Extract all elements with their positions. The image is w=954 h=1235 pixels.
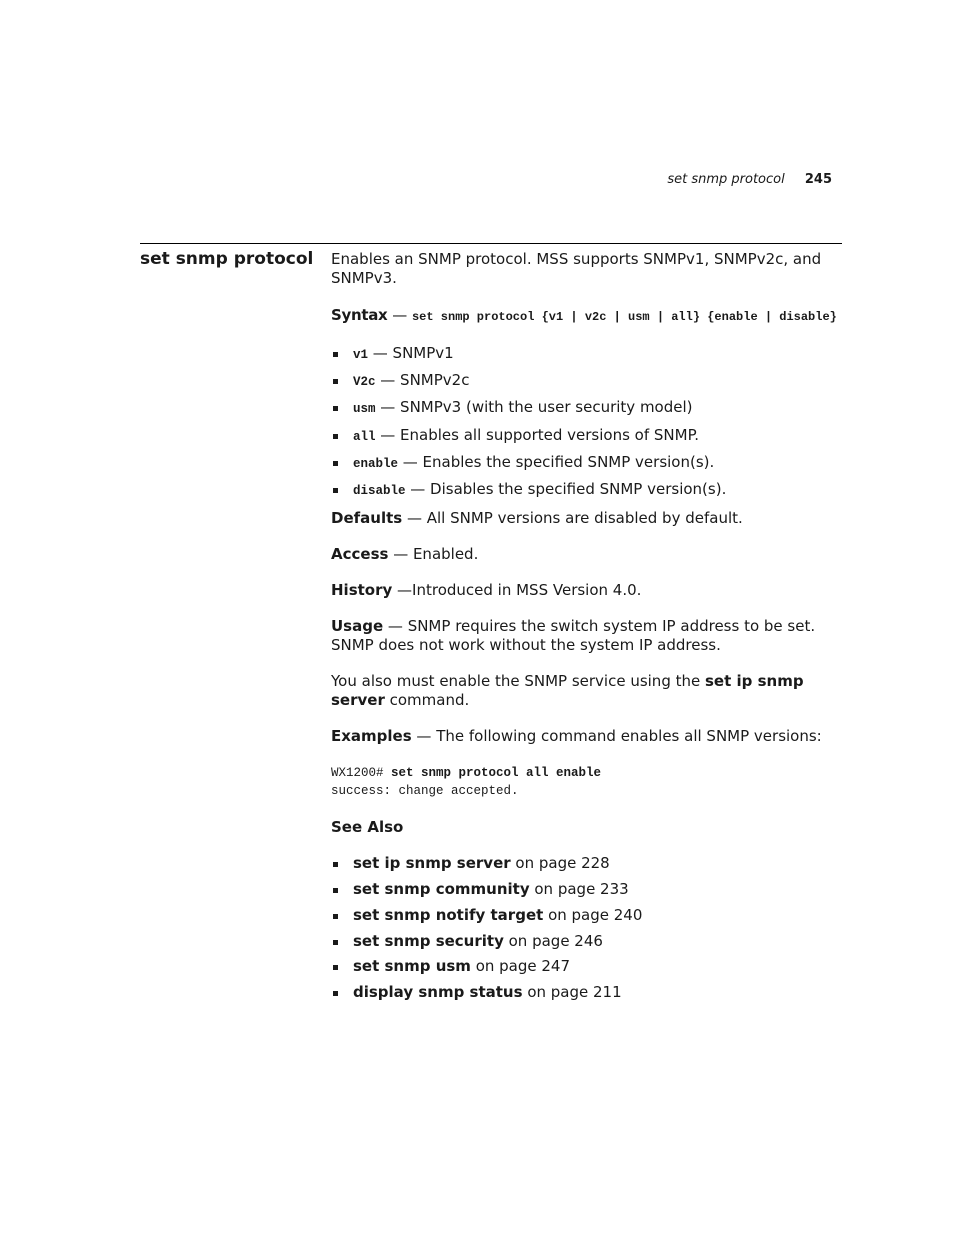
section-body [331, 250, 843, 1009]
see-also-list [331, 854, 843, 1009]
see-also-link[interactable]: set ip snmp server [353, 854, 511, 873]
syntax-command: set snmp protocol {v1 | v2c | usm | all} {enable | disable} [411, 310, 837, 324]
see-also-link[interactable]: set snmp security [353, 931, 504, 950]
syntax-label: Syntax [331, 306, 388, 324]
parameter-item [331, 371, 843, 398]
parameter-name: V2c [353, 375, 376, 390]
parameter-name: enable [353, 456, 399, 471]
section-rule [140, 243, 842, 244]
parameter-item [331, 453, 843, 480]
see-also-link[interactable]: set snmp community [353, 879, 530, 898]
see-also-page-ref: on page 211 [522, 983, 622, 1002]
see-also-item[interactable] [331, 854, 843, 880]
parameter-name: all [353, 429, 376, 444]
examples-label: Examples [331, 727, 412, 746]
parameter-item [331, 480, 843, 507]
access-text: — Enabled. [388, 545, 479, 564]
parameter-name: disable [353, 483, 406, 498]
see-also-item[interactable] [331, 932, 843, 958]
parameter-item [331, 344, 843, 371]
running-head-title: set snmp protocol [667, 172, 785, 187]
see-also-page-ref: on page 240 [543, 905, 643, 924]
history-paragraph [331, 581, 843, 600]
examples-paragraph [331, 727, 843, 746]
parameter-description: — Enables the specified SNMP version(s). [398, 452, 715, 471]
see-also-page-ref: on page 228 [510, 854, 610, 873]
code-prompt: WX1200# [331, 766, 392, 781]
see-also-item[interactable] [331, 983, 843, 1009]
usage-label: Usage [331, 617, 384, 636]
defaults-label: Defaults [331, 509, 403, 528]
see-also-item[interactable] [331, 880, 843, 906]
parameter-description: — SNMPv2c [375, 371, 470, 390]
running-head [667, 172, 832, 187]
intro-paragraph: Enables an SNMP protocol. MSS supports SNMPv1, SNMPv2c, and SNMPv3. [331, 250, 822, 287]
section-heading: set snmp protocol [140, 249, 314, 269]
see-also-item[interactable] [331, 957, 843, 983]
parameter-name: usm [353, 402, 376, 417]
see-also-link[interactable]: display snmp status [353, 983, 523, 1002]
examples-text: — The following command enables all SNMP versions: [411, 727, 822, 746]
usage-note-command: set ip snmp server [331, 672, 804, 710]
see-also-item[interactable] [331, 906, 843, 932]
parameter-list [331, 344, 843, 507]
usage-note-before: You also must enable the SNMP service using the [331, 672, 705, 691]
history-label: History [331, 581, 393, 600]
parameter-description: — SNMPv1 [368, 344, 454, 362]
see-also-page-ref: on page 247 [470, 957, 571, 976]
code-command: set snmp protocol all enable [391, 766, 602, 781]
defaults-text: — All SNMP versions are disabled by default. [402, 509, 743, 528]
usage-note-paragraph [331, 672, 843, 710]
see-also-link[interactable]: set snmp usm [353, 957, 471, 976]
see-also-page-ref: on page 246 [503, 931, 603, 950]
code-output: success: change accepted. [331, 784, 519, 799]
parameter-description: — Enables all supported versions of SNMP. [375, 425, 700, 444]
history-text: —Introduced in MSS Version 4.0. [392, 581, 642, 600]
syntax-separator: — [387, 306, 412, 324]
parameter-item [331, 398, 843, 425]
see-also-heading: See Also [331, 818, 404, 837]
parameter-item [331, 426, 843, 453]
access-label: Access [331, 545, 389, 564]
defaults-paragraph [331, 509, 843, 528]
access-paragraph [331, 545, 843, 564]
see-also-page-ref: on page 233 [529, 879, 629, 898]
usage-paragraph [331, 617, 843, 655]
example-code-block [331, 764, 843, 800]
parameter-description: — SNMPv3 (with the user security model) [375, 398, 693, 417]
usage-text: — SNMP requires the switch system IP address to be set. SNMP does not work without the system IP address. [331, 617, 816, 655]
parameter-description: — Disables the specified SNMP version(s). [405, 479, 727, 498]
parameter-name: v1 [353, 348, 369, 362]
page-number: 245 [804, 172, 832, 187]
syntax-line [331, 306, 843, 327]
usage-note-after: command. [384, 691, 470, 710]
see-also-link[interactable]: set snmp notify target [353, 905, 544, 924]
